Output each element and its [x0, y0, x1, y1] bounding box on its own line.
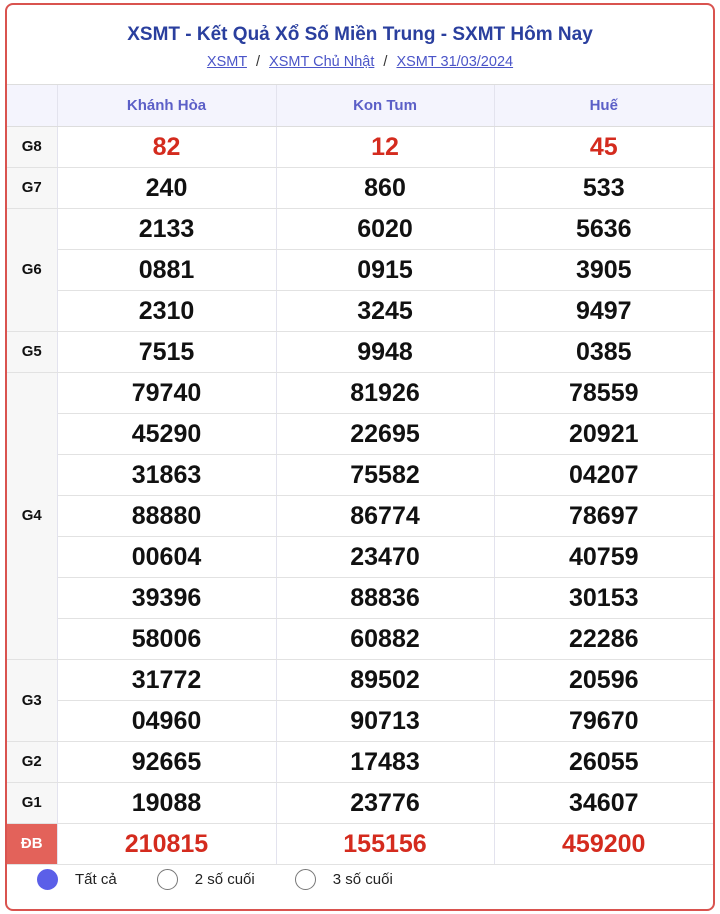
- prize-label: G3: [7, 659, 57, 741]
- prize-cell: [57, 741, 276, 782]
- prize-number: 26055: [568, 747, 639, 776]
- prize-number: 6020: [357, 214, 413, 243]
- prize-row: [7, 495, 713, 536]
- filter-label: 3 số cuối: [332, 870, 393, 888]
- prize-number: 45: [589, 132, 618, 161]
- filter-option-all[interactable]: [37, 869, 117, 890]
- prize-number: 04207: [568, 460, 639, 489]
- prize-row: [7, 249, 713, 290]
- prize-cell: [276, 372, 494, 413]
- prize-number: 88836: [350, 583, 420, 612]
- prize-number: 9948: [357, 337, 413, 366]
- prize-number: 60882: [350, 624, 420, 653]
- prize-cell: [494, 495, 713, 536]
- prize-row: [7, 659, 713, 700]
- prize-cell: [57, 495, 276, 536]
- prize-cell: [276, 700, 494, 741]
- radio-icon[interactable]: [37, 869, 58, 890]
- prize-number: 20921: [568, 419, 639, 448]
- prize-row: [7, 290, 713, 331]
- prize-row: [7, 454, 713, 495]
- prize-cell: [494, 741, 713, 782]
- breadcrumb-separator: /: [255, 54, 261, 70]
- prize-cell: [57, 454, 276, 495]
- prize-number: 82: [152, 132, 181, 161]
- prize-number: 34607: [568, 788, 639, 817]
- prize-number: 39396: [131, 583, 202, 612]
- prize-cell: [494, 618, 713, 659]
- prize-number: 30153: [568, 583, 639, 612]
- prize-number: 20596: [568, 665, 639, 694]
- prize-cell: [276, 454, 494, 495]
- prize-number: 3905: [575, 255, 632, 284]
- prize-column-header: [7, 85, 57, 126]
- prize-cell: [276, 782, 494, 823]
- prize-cell: [276, 208, 494, 249]
- prize-row: [7, 372, 713, 413]
- filter-option-last-2[interactable]: [157, 869, 255, 890]
- prize-row: [7, 331, 713, 372]
- prize-cell: [276, 536, 494, 577]
- prize-number: 00604: [131, 542, 202, 571]
- prize-number: 31863: [131, 460, 202, 489]
- prize-row: [7, 126, 713, 167]
- prize-cell: [276, 126, 494, 167]
- prize-cell: [57, 536, 276, 577]
- prize-number: 31772: [131, 665, 202, 694]
- province-header-kon-tum: Kon Tum: [276, 85, 494, 126]
- prize-number: 12: [371, 132, 399, 161]
- prize-cell: [276, 167, 494, 208]
- prize-label: G4: [7, 372, 57, 659]
- prize-number: 0881: [138, 255, 195, 284]
- breadcrumb-separator: /: [383, 54, 388, 70]
- prize-label: G1: [7, 782, 57, 823]
- prize-cell: [276, 249, 494, 290]
- prize-cell: [494, 536, 713, 577]
- filter-label: Tất cả: [75, 870, 117, 888]
- prize-cell: [276, 577, 494, 618]
- prize-cell: [276, 331, 494, 372]
- prize-cell: [57, 290, 276, 331]
- prize-number: 81926: [350, 378, 420, 407]
- prize-cell: [57, 167, 276, 208]
- prize-number: 2310: [138, 296, 195, 325]
- prize-number: 7515: [138, 337, 195, 366]
- prize-number: 75582: [350, 460, 420, 489]
- prize-cell: [57, 208, 276, 249]
- prize-row: [7, 618, 713, 659]
- prize-row: [7, 577, 713, 618]
- prize-cell: [57, 372, 276, 413]
- prize-row: [7, 782, 713, 823]
- results-table: [7, 85, 713, 865]
- results-body: [7, 126, 713, 864]
- digit-filter: [7, 848, 713, 910]
- prize-number: 23470: [350, 542, 420, 571]
- prize-label: G7: [7, 167, 57, 208]
- prize-number: 860: [364, 173, 406, 202]
- table-header-row: [7, 85, 713, 126]
- prize-number: 0915: [357, 255, 413, 284]
- prize-label: G5: [7, 331, 57, 372]
- page-title: XSMT - Kết Quả Xổ Số Miền Trung - SXMT Hôm Nay: [127, 24, 593, 45]
- breadcrumb-link-xsmt[interactable]: XSMT: [206, 54, 247, 70]
- prize-cell: [494, 782, 713, 823]
- prize-number: 45290: [131, 419, 202, 448]
- prize-number: 17483: [350, 747, 420, 776]
- prize-number: 0385: [575, 337, 632, 366]
- prize-cell: [57, 126, 276, 167]
- breadcrumb: [7, 52, 713, 72]
- prize-cell: [57, 413, 276, 454]
- prize-cell: [494, 577, 713, 618]
- prize-row: [7, 208, 713, 249]
- prize-cell: [276, 290, 494, 331]
- prize-number: 459200: [562, 829, 646, 858]
- prize-cell: [494, 249, 713, 290]
- prize-cell: [276, 413, 494, 454]
- prize-label: G6: [7, 208, 57, 331]
- prize-number: 92665: [131, 747, 202, 776]
- prize-number: 79670: [568, 706, 639, 735]
- prize-number: 78559: [568, 378, 639, 407]
- prize-number: 89502: [350, 665, 420, 694]
- prize-number: 19088: [131, 788, 202, 817]
- prize-number: 9497: [575, 296, 632, 325]
- prize-cell: [494, 126, 713, 167]
- prize-number: 22695: [350, 419, 420, 448]
- prize-row: [7, 536, 713, 577]
- prize-cell: [57, 700, 276, 741]
- prize-cell: [57, 618, 276, 659]
- prize-row: [7, 700, 713, 741]
- filter-label: 2 số cuối: [194, 870, 255, 888]
- results-panel: [5, 3, 715, 911]
- prize-cell: [57, 577, 276, 618]
- prize-row: [7, 167, 713, 208]
- prize-number: 210815: [124, 829, 209, 858]
- prize-cell: [494, 372, 713, 413]
- prize-number: 240: [145, 173, 188, 202]
- prize-cell: [276, 495, 494, 536]
- radio-icon[interactable]: [157, 869, 178, 890]
- prize-number: 5636: [575, 214, 632, 243]
- prize-cell: [494, 167, 713, 208]
- prize-label: ĐB: [7, 823, 57, 864]
- prize-cell: [494, 413, 713, 454]
- province-header-khanh-hoa: Khánh Hòa: [57, 85, 276, 126]
- province-header-hue: Huế: [494, 85, 713, 126]
- prize-cell: [494, 290, 713, 331]
- prize-number: 78697: [568, 501, 639, 530]
- prize-cell: [494, 659, 713, 700]
- prize-cell: [494, 454, 713, 495]
- prize-cell: [57, 331, 276, 372]
- prize-number: 533: [582, 173, 625, 202]
- radio-icon[interactable]: [295, 869, 316, 890]
- prize-cell: [57, 659, 276, 700]
- prize-label: G8: [7, 126, 57, 167]
- prize-row: [7, 741, 713, 782]
- prize-label: G2: [7, 741, 57, 782]
- prize-cell: [276, 659, 494, 700]
- breadcrumb-link-sunday[interactable]: XSMT Chủ Nhật: [269, 54, 375, 70]
- prize-number: 3245: [357, 296, 413, 325]
- filter-option-last-3[interactable]: [295, 869, 393, 890]
- prize-number: 2133: [138, 214, 195, 243]
- prize-number: 155156: [343, 829, 427, 858]
- prize-number: 58006: [131, 624, 202, 653]
- prize-row: [7, 413, 713, 454]
- prize-number: 79740: [131, 378, 202, 407]
- prize-number: 88880: [131, 501, 202, 530]
- prize-cell: [494, 208, 713, 249]
- prize-cell: [494, 700, 713, 741]
- prize-number: 22286: [568, 624, 639, 653]
- prize-cell: [57, 249, 276, 290]
- prize-cell: [494, 331, 713, 372]
- prize-number: 90713: [350, 706, 420, 735]
- prize-number: 86774: [350, 501, 420, 530]
- breadcrumb-link-date[interactable]: XSMT 31/03/2024: [396, 54, 514, 70]
- prize-cell: [57, 782, 276, 823]
- prize-number: 23776: [350, 788, 420, 817]
- prize-cell: [276, 741, 494, 782]
- prize-number: 04960: [131, 706, 202, 735]
- prize-cell: [276, 618, 494, 659]
- prize-number: 40759: [568, 542, 639, 571]
